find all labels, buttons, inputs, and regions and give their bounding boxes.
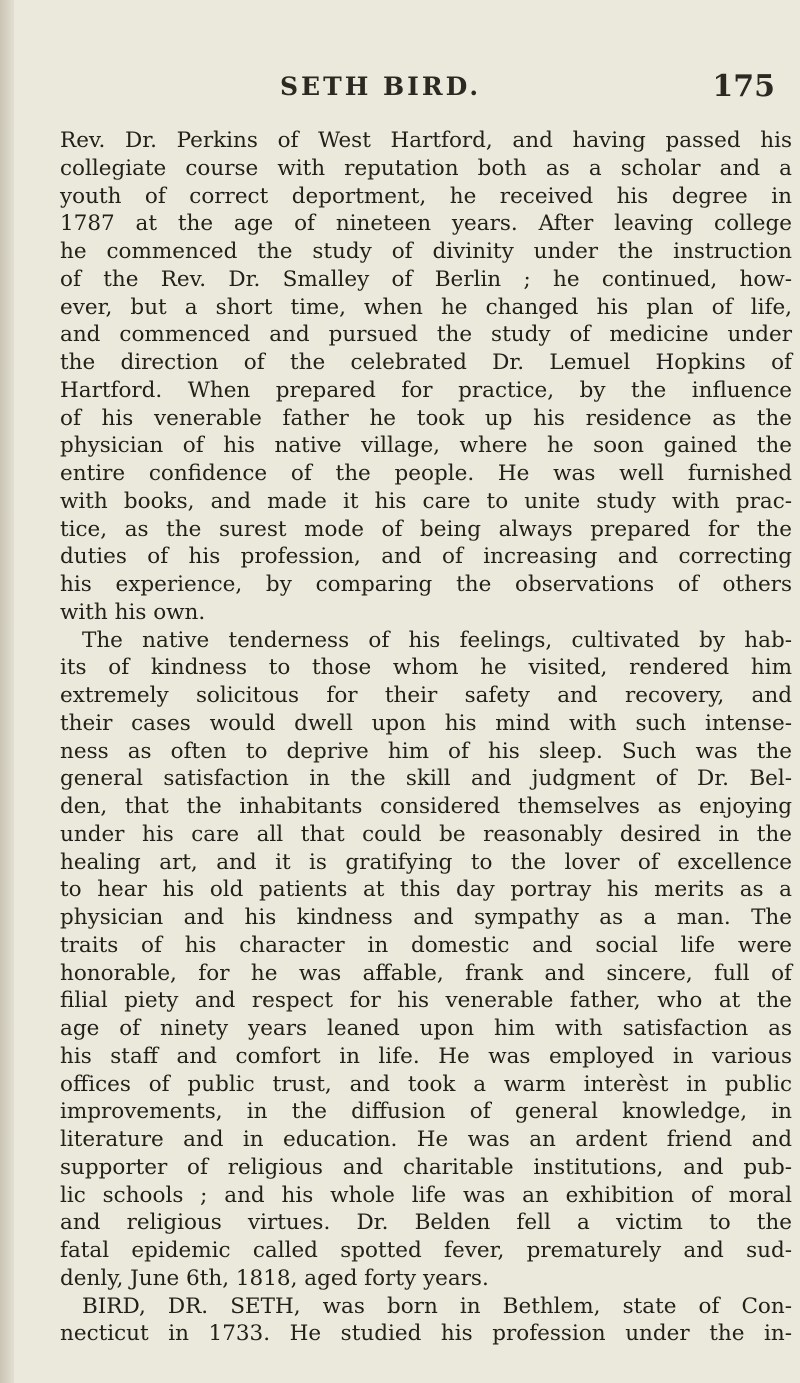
text-line: BIRD, DR. SETH, was born in Bethlem, state of Con-	[82, 1293, 792, 1319]
text-line: age of ninety years leaned upon him with satisfaction as	[60, 1016, 792, 1041]
text-line: necticut in 1733. He studied his profession under the in-	[60, 1321, 792, 1347]
text-line: improvements, in the diffusion of general knowledge, in	[60, 1099, 792, 1125]
text-line: physician of his native village, where he soon gained the	[60, 433, 792, 459]
text-line: lic schools ; and his whole life was an exhibition of moral	[60, 1182, 792, 1208]
text-line: healing art, and it is gratifying to the lover of excellence	[60, 849, 792, 875]
text-line: physician and his kindness and sympathy as a man. The	[60, 905, 792, 930]
text-line: extremely solicitous for their safety and recovery, and	[60, 683, 792, 708]
text-line: of the Rev. Dr. Smalley of Berlin ; he continued, how-	[60, 266, 792, 292]
text-line: and commenced and pursued the study of medicine under	[60, 322, 792, 348]
text-line: offices of public trust, and took a warm interèst in public	[60, 1071, 792, 1097]
text-line: its of kindness to those whom he visited, rendered him	[60, 655, 792, 681]
text-line: ness as often to deprive him of his sleep. Such was the	[60, 738, 792, 764]
running-head	[60, 69, 775, 112]
running-title: SETH BIRD.	[280, 72, 482, 101]
text-line: den, that the inhabitants considered themselves as enjoying	[60, 794, 792, 819]
text-line: the direction of the celebrated Dr. Lemuel Hopkins of	[60, 350, 792, 375]
text-line: his experience, by comparing the observations of others	[60, 572, 792, 597]
text-line: literature and in education. He was an ardent friend and	[60, 1127, 792, 1152]
text-line: youth of correct deportment, he received his degree in	[60, 183, 792, 209]
text-line: under his care all that could be reasonably desired in the	[60, 821, 792, 847]
text-line: tice, as the surest mode of being always prepared for the	[60, 516, 792, 542]
text-line: of his venerable father he took up his residence as the	[60, 405, 792, 431]
text-line: collegiate course with reputation both as a scholar and a	[60, 155, 792, 181]
text-line: duties of his profession, and of increasing and correcting	[60, 544, 792, 570]
text-line: fatal epidemic called spotted fever, prematurely and sud-	[60, 1238, 792, 1263]
text-line: supporter of religious and charitable institutions, and pub-	[60, 1154, 792, 1180]
text-line: his staff and comfort in life. He was employed in various	[60, 1043, 792, 1069]
text-line: 1787 at the age of nineteen years. After leaving college	[60, 211, 792, 237]
text-line: The native tenderness of his feelings, cultivated by hab-	[82, 627, 792, 653]
text-line: Rev. Dr. Perkins of West Hartford, and having passed his	[60, 128, 792, 153]
text-line: traits of his character in domestic and social life were	[60, 932, 792, 958]
text-line: and religious virtues. Dr. Belden fell a victim to the	[60, 1210, 792, 1236]
text-line: denly, June 6th, 1818, aged forty years.	[60, 1265, 489, 1291]
text-line: Hartford. When prepared for practice, by the influence	[60, 377, 792, 403]
text-line: to hear his old patients at this day portray his merits as a	[60, 877, 792, 903]
text-line: their cases would dwell upon his mind with such intense-	[60, 710, 792, 736]
page-binding-edge	[0, 0, 14, 1383]
body-text	[60, 127, 792, 1348]
text-line: with books, and made it his care to unite study with prac-	[60, 488, 792, 514]
text-line: he commenced the study of divinity under the instruction	[60, 239, 792, 264]
text-line: honorable, for he was affable, frank and sincere, full of	[60, 960, 792, 986]
text-line: entire confidence of the people. He was well furnished	[60, 461, 792, 486]
page-number: 175	[712, 69, 775, 104]
text-line: ever, but a short time, when he changed his plan of life,	[60, 294, 792, 320]
text-line: with his own.	[60, 599, 206, 625]
text-line: filial piety and respect for his venerable father, who at the	[60, 988, 792, 1014]
text-line: general satisfaction in the skill and judgment of Dr. Bel-	[60, 766, 792, 792]
